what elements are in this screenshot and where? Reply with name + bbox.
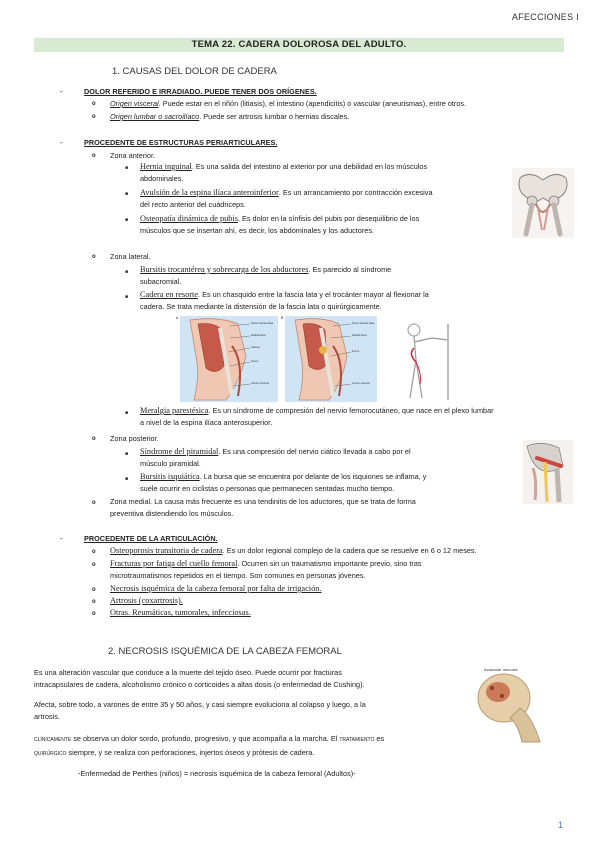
square-bullet: ■ (125, 217, 129, 223)
fig-label: Femur (251, 360, 259, 363)
anterior-item-avulsion: Avulsión de la espina ilíaca anteroinferior. Es un arrancamiento por contracción excesiva del recto anterior del cuádriceps. (140, 188, 433, 209)
necrosis-paragraph-2: Afecta, sobre todo, a varones de entre 35 y 50 años, y casi siempre evoluciona al colapso y luego, a la artrosis. (34, 700, 366, 721)
square-bullet: ■ (125, 294, 129, 300)
fig-label: Gerdy's tubercle (352, 382, 371, 385)
circle-bullet: o (92, 500, 96, 506)
articulacion-item-osteoporosis: Osteoporosis transitoria de cadera. Es un dolor regional complejo de la cadera que se resuelve en 6 o 12 meses. (110, 546, 477, 555)
fig-label: Iliotibial band (251, 334, 266, 337)
square-bullet: ■ (125, 165, 129, 171)
necrosis-paragraph-3: CLÍNICAMENTE se observa un dolor sordo, profundo, progresivo, y que acompaña a la marcha. El TRATAMIENTO es QUIRÚRGICO siempre, y se realiza con perforaciones, injertos óseos y prótesis de cadera. (34, 734, 385, 757)
hip-lateral-figure-a (176, 316, 278, 402)
circle-bullet: o (92, 587, 96, 593)
zona-posterior-label: Zona posterior. (110, 434, 159, 443)
articulacion-item-otras: Otras. Reumáticas, tumorales, infecciosas. (110, 608, 251, 617)
square-bullet: ■ (125, 476, 129, 482)
fig-label: Tensor fasciae latae (352, 322, 375, 325)
circle-bullet: o (92, 254, 96, 260)
circle-bullet: o (92, 153, 96, 159)
pelvis-figure (512, 168, 574, 238)
fig-label: Iliotibial band (352, 334, 367, 337)
zona-medial-text: Zona medial. La causa más frecuente es una tendinitis de los aductores, que se trata de forma preventiva distendiendo los músculos. (110, 497, 416, 518)
dash-bullet: - (60, 87, 63, 96)
circle-bullet: o (92, 562, 96, 568)
referido-item-visceral: Origen visceral. Puede estar en el riñón (litiasis), el intestino (apendicitis) o vascular (aneurismas), entre otros. (110, 99, 467, 108)
circle-bullet: o (92, 611, 96, 617)
articulacion-item-fracturas: Fracturas por fatiga del cuello femoral. Ocurren sin un traumatismo importante previo, sino tras microtraumatismos repetidos en el tiempo. Son comunes en personas jóvenes. (110, 559, 422, 580)
hip-lateral-figure-b (281, 316, 377, 402)
stretch-exercise-figure (392, 318, 462, 402)
articulacion-item-necrosis: Necrosis isquémica de la cabeza femoral por falta de irrigación. (110, 584, 322, 593)
posterior-item-isquiatica: Bursitis isquiática. La bursa que se encuentra por delante de los isquiones se inflama, y suele ocurrir en ciclistas o personas que permanecen sentadas mucho tiempo. (140, 472, 427, 493)
posterior-item-piramidal: Síndrome del piramidal. Es una compresión del nervio ciático llevada a cabo por el músculo piramidal. (140, 447, 411, 468)
figure-caption: Avascular necrosis (484, 667, 518, 672)
panel-label-a: A (176, 316, 179, 320)
circle-bullet: o (92, 436, 96, 442)
lateral-item-bursitis: Bursitis trocantérea y sobrecarga de los abductores. Es parecido al síndrome subacromial. (140, 265, 392, 286)
femoral-head-necrosis-figure (470, 664, 562, 744)
circle-bullet: o (92, 599, 96, 605)
fig-label: Gluteus (251, 346, 260, 349)
articulacion-heading: PROCEDENTE DE LA ARTICULACIÓN. (84, 534, 218, 543)
fig-label: Tensor fasciae latae (251, 322, 274, 325)
anterior-item-osteopatia: Osteopatía dinámica de pubis. Es dolor en la sínfisis del pubis por desequilibrio de los músculos que se insertan ahí, es decir, los abdominales y los aductores. (140, 214, 420, 235)
section-2-title: 2. NECROSIS ISQUÉMICA DE LA CABEZA FEMORAL (108, 646, 342, 657)
circle-bullet: o (92, 101, 96, 107)
referido-heading: DOLOR REFERIDO E IRRADIADO. PUEDE TENER DOS ORÍGENES. (84, 87, 317, 96)
square-bullet: ■ (125, 191, 129, 197)
referido-item-lumbar: Origen lumbar o sacroilíaco. Puede ser artrosis lumbar o hernias discales. (110, 112, 350, 121)
dash-bullet: - (60, 138, 63, 147)
page-number: 1 (557, 820, 563, 830)
panel-label-b: B (281, 316, 284, 320)
zona-anterior-label: Zona anterior. (110, 151, 156, 160)
periarticulares-heading: PROCEDENTE DE ESTRUCTURAS PERIARTICULARES. (84, 138, 278, 147)
topic-title: TEMA 22. CADERA DOLOROSA DEL ADULTO. (34, 38, 564, 52)
section-1-title: 1. CAUSAS DEL DOLOR DE CADERA (112, 66, 277, 77)
fig-label: Femur (352, 350, 360, 353)
zona-lateral-label: Zona lateral. (110, 252, 151, 261)
square-bullet: ■ (125, 269, 129, 275)
square-bullet: ■ (125, 410, 129, 416)
necrosis-paragraph-1: Es una alteración vascular que conduce a la muerte del tejido óseo. Puede ocurrir por fracturas intracapsulares de cadera, alcoholismo crónico o corticoides a altas dosis (o enfermedad de Cushing). (34, 668, 365, 689)
running-header: AFECCIONES I (511, 12, 579, 22)
anterior-item-hernia: Hernia inguinal. Es una salida del intestino al exterior por una debilidad en los músculos abdominales. (140, 162, 428, 183)
circle-bullet: o (92, 114, 96, 120)
square-bullet: ■ (125, 451, 129, 457)
fig-label: Gerdy's tubercle (251, 382, 270, 385)
lateral-item-resorte: Cadera en resorte. Es un chasquido entre la fascia lata y el trocánter mayor al flexionar la cadera. Se trata mediante la distensión de la fascia lata o quirúrgicamente. (140, 290, 429, 311)
circle-bullet: o (92, 549, 96, 555)
articulacion-item-artrosis: Artrosis (coxartrosis). (110, 596, 183, 605)
piriformis-figure (523, 440, 573, 504)
perthes-note: -Enfermedad de Perthes (niños) = necrosis isquémica de la cabeza femoral (Adultos)- (78, 769, 356, 778)
dash-bullet: - (60, 534, 63, 543)
lateral-item-meralgia: Meralgia parestésica. Es un síndrome de compresión del nervio femorocutáneo, que nace en el plexo lumbar a nivel de la espina ilíaca anterosuperior. (140, 406, 494, 427)
